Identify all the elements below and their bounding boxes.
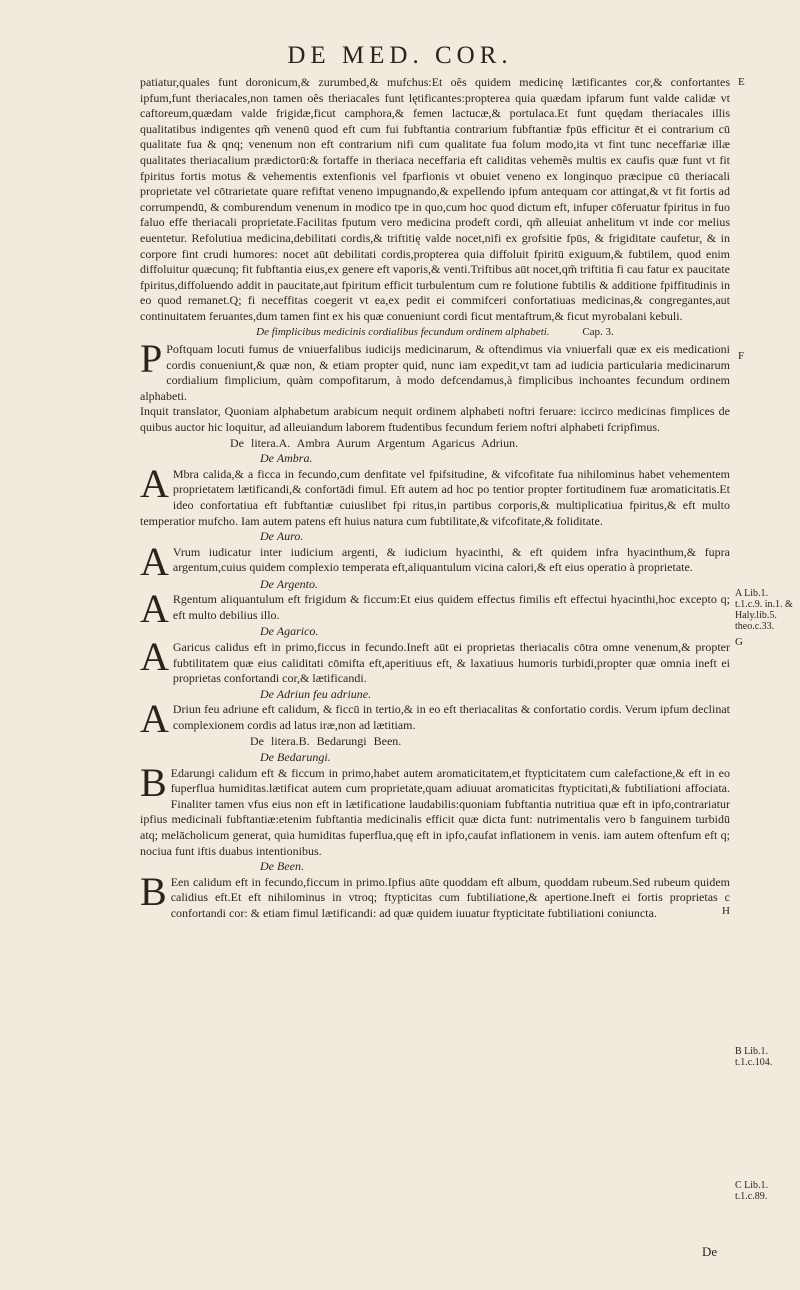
heading-agarico: De Agarico. bbox=[260, 624, 319, 639]
entry-ambra-text: Mbra calida,& a ficca in fecundo,cum denfitate vel fpifsitudine, & vifcofitate fua nihilominus habet vehementem proprietatem lætificandi,& confortādi fimul. Eft autem ad hoc po tentior propter fortitudinem fuæ aromaticitatis.Et ideo confortatiua eft fubftantiæ cuiuslibet fpi ritus,in partibus corporis,& multiplicatiua fpiritus,& eft multo temperatior mufcho. Iam autem patens eft huius natura cum fubtilitate,& vifcofitate,& foliditate. bbox=[140, 466, 730, 528]
paragraph-translator: Inquit translator, Quoniam alphabetum arabicum nequit ordinem alphabeti noftri feruare: iccirco medicinas fimplices de quibus auctor hic loquitur, ad alleuiandum laborem ftudentibus fecundum feriem noftri alphabeti fcripfimus. bbox=[140, 404, 730, 435]
dropcap-a: A bbox=[140, 696, 169, 742]
catchword: De bbox=[702, 1244, 718, 1259]
chapter-title: De fimplicibus medicinis cordialibus fecundum ordinem alphabeti. bbox=[256, 325, 550, 338]
dropcap-a: A bbox=[140, 586, 169, 632]
chapter-heading bbox=[140, 325, 730, 341]
dropcap-b: B bbox=[140, 868, 167, 914]
entry-ambra bbox=[140, 460, 730, 529]
dropcap-b: B bbox=[140, 759, 167, 805]
margin-note-a: A Lib.1. t.1.c.9. in.1. & Haly.lib.5. theo.c.33. bbox=[735, 588, 793, 632]
heading-auro: De Auro. bbox=[260, 529, 304, 544]
entry-argento-text: Rgentum aliquantulum eft frigidum & ficcum:Et eius quidem effectus fimilis eft effectui hyacinthi,hoc excepto q; eft multo debilius illo. bbox=[172, 592, 730, 622]
dropcap-a: A bbox=[140, 538, 169, 584]
letter-a-list: De litera.A. Ambra Aurum Argentum Agaricus Adriun. bbox=[230, 435, 519, 450]
entry-bedarungi-text: Edarungi calidum eft & ficcum in primo,habet autem aromaticitatem,et ftypticitatem cum calefactione,& eft in eo fuperflua humiditas.lætificat autem cum proprietate,quam adiuuat aromaticitas ftypticitati,& fubtiliationi affociata. Finaliter tamen vfus eius non eft in lætificatione laudabilis:quoniam fubftantia nutritiua quæ eft in ipfo,contrariatur ipfius medicinali fubftantiæ:etenim fubftantia medicinalis efficit quæ dicta funt: nutrimentalis vero b fanguinem turbidū atq; melācholicum generat, quia humiditas fuperflua,quę eft in ipfo,caufat inflationem in venis. iam autem oftenfum eft q; nociua funt iftis duabus intentionibus. bbox=[140, 765, 730, 858]
dropcap-a: A bbox=[140, 460, 169, 506]
heading-argento: De Argento. bbox=[260, 576, 318, 591]
heading-bedarungi: De Bedarungi. bbox=[260, 749, 331, 764]
entry-been bbox=[140, 868, 730, 922]
entry-agarico bbox=[140, 634, 730, 687]
margin-note-b: B Lib.1. t.1.c.104. bbox=[735, 1046, 773, 1068]
main-text-block bbox=[140, 75, 730, 922]
entry-been-text: Een calidum eft in fecundo,ficcum in primo.Ipfius aūte quoddam eft album, quoddam rubeum.Sed rubeum quidem calidius eft.Et eft nihilominus in vtroq; ftypticitas cum fubtiliatione,& apertione.Ineft ei fortis proprietas c confortandi cor: & etiam fimul lætificandi: ad quæ quidem iuuatur ftypticitate fubtiliationi coniuncta. bbox=[170, 874, 730, 920]
margin-letter-e: E bbox=[738, 76, 745, 88]
heading-ambra: De Ambra. bbox=[260, 451, 313, 466]
heading-adriun: De Adriun feu adriune. bbox=[260, 686, 372, 701]
dropcap-a: A bbox=[140, 634, 169, 679]
chapter-number: Cap. 3. bbox=[582, 325, 614, 338]
entry-bedarungi bbox=[140, 759, 730, 860]
paragraph-theriacal: patiatur,quales funt doronicum,& zurumbed,& mufchus:Et oês quidem medicinę lætificantes cor,& confortantes ipfum,funt theriacales,non tamen oês theriacales funt lętificantes:propterea quia quædam ipfarum funt valde calidæ vt caftoreum,quædam valde frigidæ,ficut camphora,& femen lactucæ,& portulaca.Et funt quędam theriacales illis qualitatibus indigentes qm̃ venenū quod eft cum fui fubftantia contrarium fubftantiæ fpūs efficitur ēt ei contrarium cū qualitate fua & qnq; venenum non eft contrarium nifi cum qualitate fua folum modo,ita vt fint tunc neceffariæ illæ qualitates theriacalium prædictorū:& fortaffe in theriaca neceffaria eft caliditas vehemẽs multis ex caufis quæ funt vt fit fpiritus fortis motus & vehementis extenfionis vel fparfionis vt obuiet veneno ex longinquo præcipue cū theriacali proprietate vel cōtrarietate quare refiftat veneno impugnando,& expellendo ipfum antequam cor attingat,& vt fit fortis ad corrumpendū, & comburendum venenum in modico tpe in quo,cum hoc quod dictum eft, infuper cōferuatur fpiritus in fuo faluo effe theriacali proprietate.Facilitas fputum vero medicina prodeft cordi, qm̃ alleuiat anhelitum vt inde cor melius euentetur. Refolutiua medicina,debilitati cordis,& triftitię valde nocet,nifi ex grofsitie fpūs, & frigiditate caufetur, & in corpore fint crudi humores: nocet aūt debilitati cordis,propterea quia diffoluit fpiritū exiguum,& fubtilem, quod enim diffoluitur quæcunq; fit fubftantia eius,ex genere eft vaporis,& venti.Triftibus aūt nocet,qm̃ triftitia fi cau fatur ex paucitate fpiritus,diffoluendo addit in paucitate,aut fpiritum efficit turbulentum cum re folutione fubtilis & additione fpiffitudinis in eo quod remanet.Q; fi neceffitas coegerit vt ea,ex pedit ei commifceri confortatiuas medicinas,& congregantes,aut continuitatem feruantes,dum tamen fint ex his quæ conueniunt cordi ficut mentaftrum,& ficut myrobalani kebuli. bbox=[140, 75, 730, 323]
margin-letter-g: G bbox=[735, 636, 743, 648]
margin-letter-h: H bbox=[722, 905, 730, 917]
letter-b-list: De litera.B. Bedarungi Been. bbox=[250, 734, 402, 749]
entry-adriun-text: Driun feu adriune eft calidum, & ficcū in tertio,& in eo eft theriacalitas & confortatio cordis. Verum ipfum declinat complexionem cordis ad latus iræ,non ad lætitiam. bbox=[172, 702, 730, 732]
entry-auro-text: Vrum iudicatur inter iudicium argenti, & iudicium hyacinthi, & eft quidem infra hyacinthum,& fupra argentum,cuius quidem complexio temperata eft,aliquantulum vicina calori,& eft eius operatio à proprietate. bbox=[172, 544, 730, 575]
paragraph-postquam-text: Poftquam locuti fumus de vniuerfalibus iudicijs medicinarum, & oftendimus via vniuerfali quæ ex eis medicationi cordis conueniunt,& quæ non, & etiam propter quid, nunc iam expedit,vt tam ad iudicia particularia medicinarum cordialium fimplicium, quàm compofitarum, à modo defcendamus,à fimplicibus inchoantes fecundum ordinem alphabeti. bbox=[140, 342, 730, 403]
dropcap-p: P bbox=[140, 336, 163, 382]
running-header: DE MED. COR. bbox=[287, 42, 513, 69]
margin-note-c: C Lib.1. t.1.c.89. bbox=[735, 1180, 769, 1202]
paragraph-postquam bbox=[140, 336, 730, 404]
margin-letter-f: F bbox=[738, 350, 745, 362]
heading-been: De Been. bbox=[260, 859, 304, 874]
entry-agarico-text: Garicus calidus eft in primo,ficcus in fecundo.Ineft aūt ei proprietas theriacalis cōtra omne venenum,& propter fubtilitatem quæ eius caliditati cōmifta eft,aperitiuus eft, & laxatiuus humoris turbidi,propter quæ omnia ineft ei proprietas confortandi cor,& lætificandi. bbox=[172, 640, 730, 686]
